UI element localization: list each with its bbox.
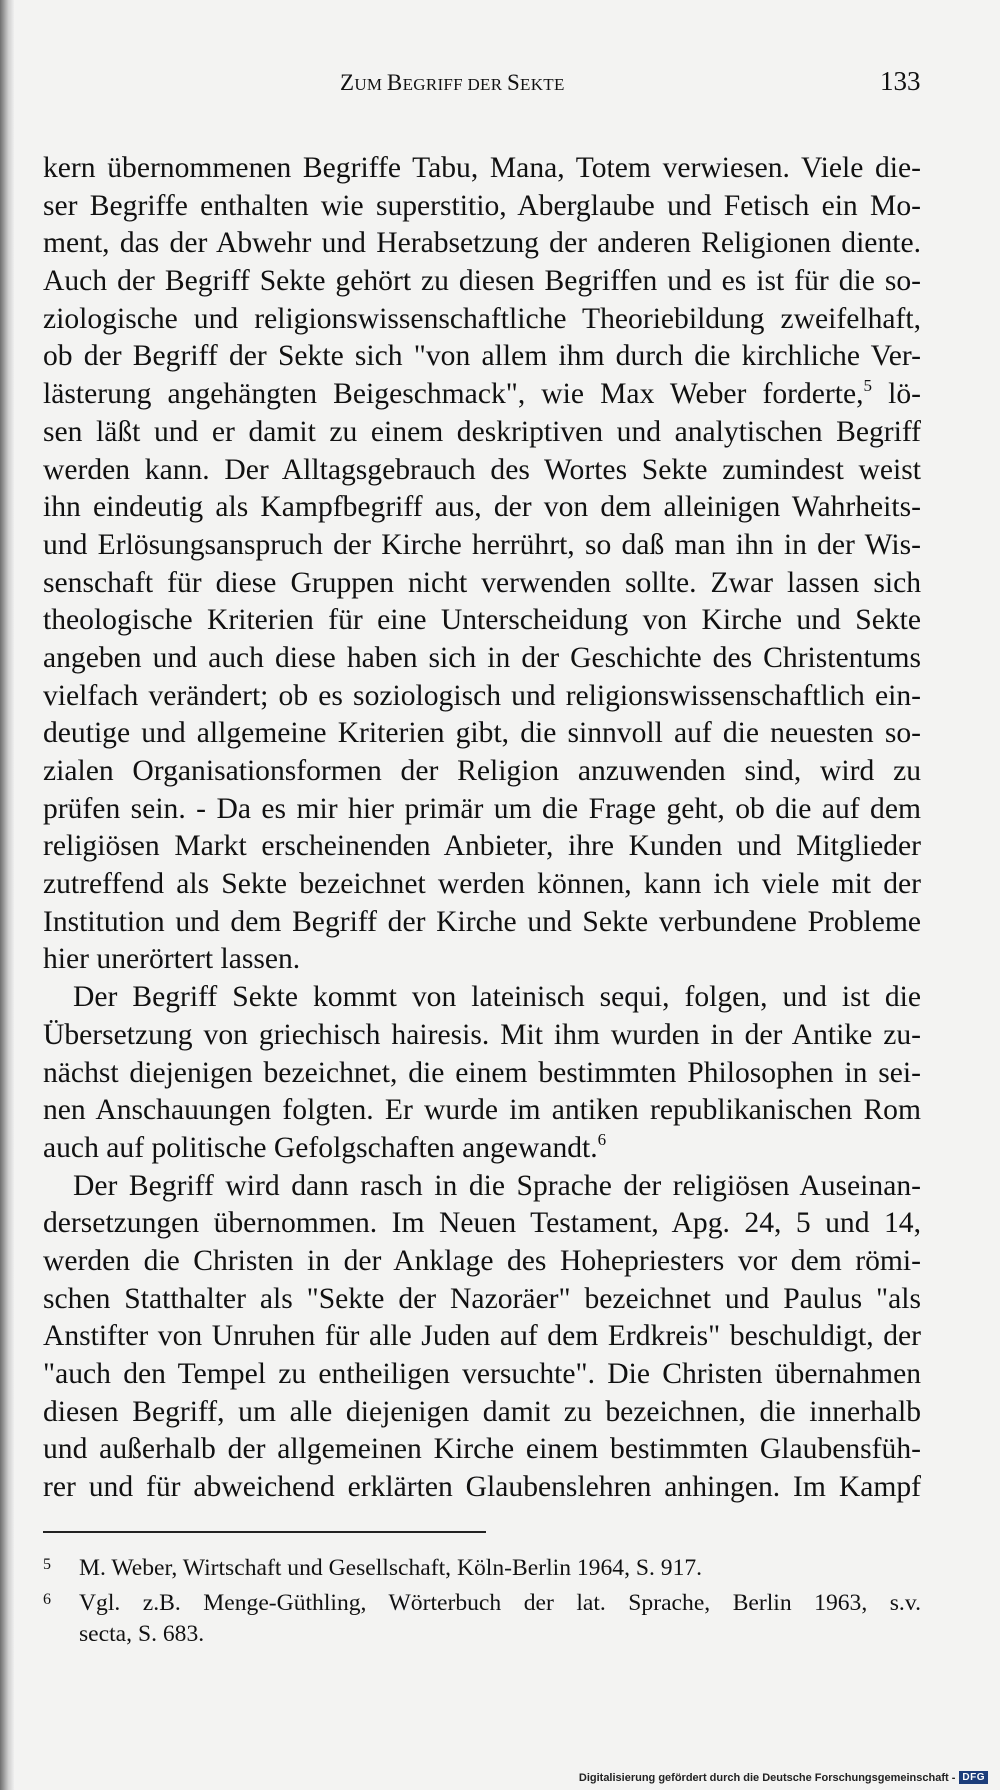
text-line: "auch den Tempel zu entheiligen versuchte". Die Christen übernahmen bbox=[43, 1358, 921, 1390]
text-line: ment, das der Abwehr und Herabsetzung der anderen Religionen diente. bbox=[43, 227, 921, 260]
running-head-part-1: ZUM bbox=[340, 70, 387, 95]
text-line: ihn eindeutig als Kampfbegriff aus, der von dem alleinigen Wahrheits- bbox=[43, 491, 921, 524]
text-line: und Erlösungsanspruch der Kirche herrührt, so daß man ihn in der Wis- bbox=[43, 528, 921, 561]
footnote-text: secta, S. 683. bbox=[79, 1621, 205, 1647]
text-line: ziologische und religionswissenschaftliche Theoriebildung zweifelhaft, bbox=[43, 302, 921, 335]
text-line: deutige und allgemeine Kriterien gibt, die sinnvoll auf die neuesten so- bbox=[43, 717, 921, 750]
footnote bbox=[43, 1588, 921, 1650]
text-line: rer und für abweichend erklärten Glaubenslehren anhingen. Im Kampf bbox=[43, 1471, 921, 1504]
footnote-text: Vgl. z.B. Menge-Güthling, Wörterbuch der lat. Sprache, Berlin 1963, s.v. bbox=[79, 1590, 921, 1616]
running-head-part-3: SEKTE bbox=[506, 70, 565, 95]
running-head bbox=[340, 70, 565, 96]
footnote-mark: 6 bbox=[43, 1591, 51, 1608]
text-line: vielfach verändert; ob es soziologisch und religionswissenschaftlich ein- bbox=[43, 679, 921, 712]
text-line: hier unerörtert lassen. bbox=[43, 943, 301, 976]
text-line: nächst diejenigen bezeichnet, die einem bestimmten Philosophen in sei- bbox=[43, 1056, 921, 1089]
text-line: ob der Begriff der Sekte sich "von allem ihm durch die kirchliche Ver- bbox=[43, 340, 921, 373]
text-line: senschaft für diese Gruppen nicht verwenden sollte. Zwar lassen sich bbox=[43, 566, 921, 599]
text-line: werden kann. Der Alltagsgebrauch des Wortes Sekte zumindest weist bbox=[43, 453, 921, 486]
scan-edge bbox=[0, 0, 14, 1790]
text-line: Der Begriff Sekte kommt von lateinisch sequi, folgen, und ist die bbox=[73, 981, 921, 1014]
text-line: und außerhalb der allgemeinen Kirche einem bestimmten Glaubensfüh- bbox=[43, 1433, 921, 1466]
text-line: auch auf politische Gefolgschaften angewandt.$^6$ bbox=[43, 1129, 607, 1164]
running-head-part-2: BEGRIFF DER bbox=[386, 70, 507, 95]
text-line: zutreffend als Sekte bezeichnet werden können, kann ich viele mit der bbox=[43, 868, 921, 901]
text-line: dersetzungen übernommen. Im Neuen Testament, Apg. 24, 5 und 14, bbox=[43, 1207, 921, 1240]
text-line: zialen Organisationsformen der Religion anzuwenden sind, wird zu bbox=[43, 755, 921, 787]
text-line: kern übernommenen Begriffe Tabu, Mana, Totem verwiesen. Viele die- bbox=[43, 152, 921, 184]
footnote-ref: 6 bbox=[597, 1129, 607, 1149]
text-line: Übersetzung von griechisch hairesis. Mit ihm wurden in der Antike zu- bbox=[43, 1018, 921, 1051]
text-line: lästerung angehängten Beigeschmack", wie Max Weber forderte,$^5$ lö- bbox=[43, 376, 921, 411]
text-line: Der Begriff wird dann rasch in die Sprache der religiösen Auseinan- bbox=[73, 1169, 921, 1202]
footnote-mark: 5 bbox=[43, 1556, 51, 1573]
funding-note bbox=[579, 1771, 988, 1784]
dfg-logo: DFG bbox=[959, 1771, 988, 1784]
text-line: religiösen Markt erscheinenden Anbieter, ihre Kunden und Mitglieder bbox=[43, 830, 921, 863]
page-number: 133 bbox=[880, 66, 921, 96]
text-line: schen Statthalter als "Sekte der Nazoräer" bezeichnet und Paulus "als bbox=[43, 1282, 921, 1315]
text-line: ser Begriffe enthalten wie superstitio, Aberglaube und Fetisch ein Mo- bbox=[43, 189, 921, 222]
funding-text: Digitalisierung gefördert durch die Deutsche Forschungsgemeinschaft - bbox=[578, 1771, 956, 1784]
text-line: angeben und auch diese haben sich in der Geschichte des Christentums bbox=[43, 641, 921, 674]
text-line: diesen Begriff, um alle diejenigen damit zu bezeichnen, die innerhalb bbox=[43, 1395, 921, 1428]
text-line: theologische Kriterien für eine Unterscheidung von Kirche und Sekte bbox=[43, 604, 921, 637]
text-line: Institution und dem Begriff der Kirche und Sekte verbundene Probleme bbox=[43, 905, 921, 938]
text-line: prüfen sein. - Da es mir hier primär um die Frage geht, ob die auf dem bbox=[43, 792, 921, 825]
footnote-ref: 5 bbox=[863, 376, 873, 396]
footnotes bbox=[43, 1553, 921, 1650]
footnote-text: M. Weber, Wirtschaft und Gesellschaft, Köln-Berlin 1964, S. 917. bbox=[79, 1555, 703, 1581]
text-line: werden die Christen in der Anklage des Hohepriesters vor dem römi- bbox=[43, 1244, 921, 1277]
body-text bbox=[43, 150, 921, 1507]
text-line: nen Anschauungen folgten. Er wurde im antiken republikanischen Rom bbox=[43, 1094, 921, 1127]
text-line: sen läßt und er damit zu einem deskriptiven und analytischen Begriff bbox=[43, 415, 921, 448]
text-line: Auch der Begriff Sekte gehört zu diesen Begriffen und es ist für die so- bbox=[43, 265, 921, 298]
footnote bbox=[43, 1553, 921, 1584]
text-line: Anstifter von Unruhen für alle Juden auf dem Erdkreis" beschuldigt, der bbox=[43, 1320, 921, 1353]
footnote-rule bbox=[43, 1531, 486, 1533]
